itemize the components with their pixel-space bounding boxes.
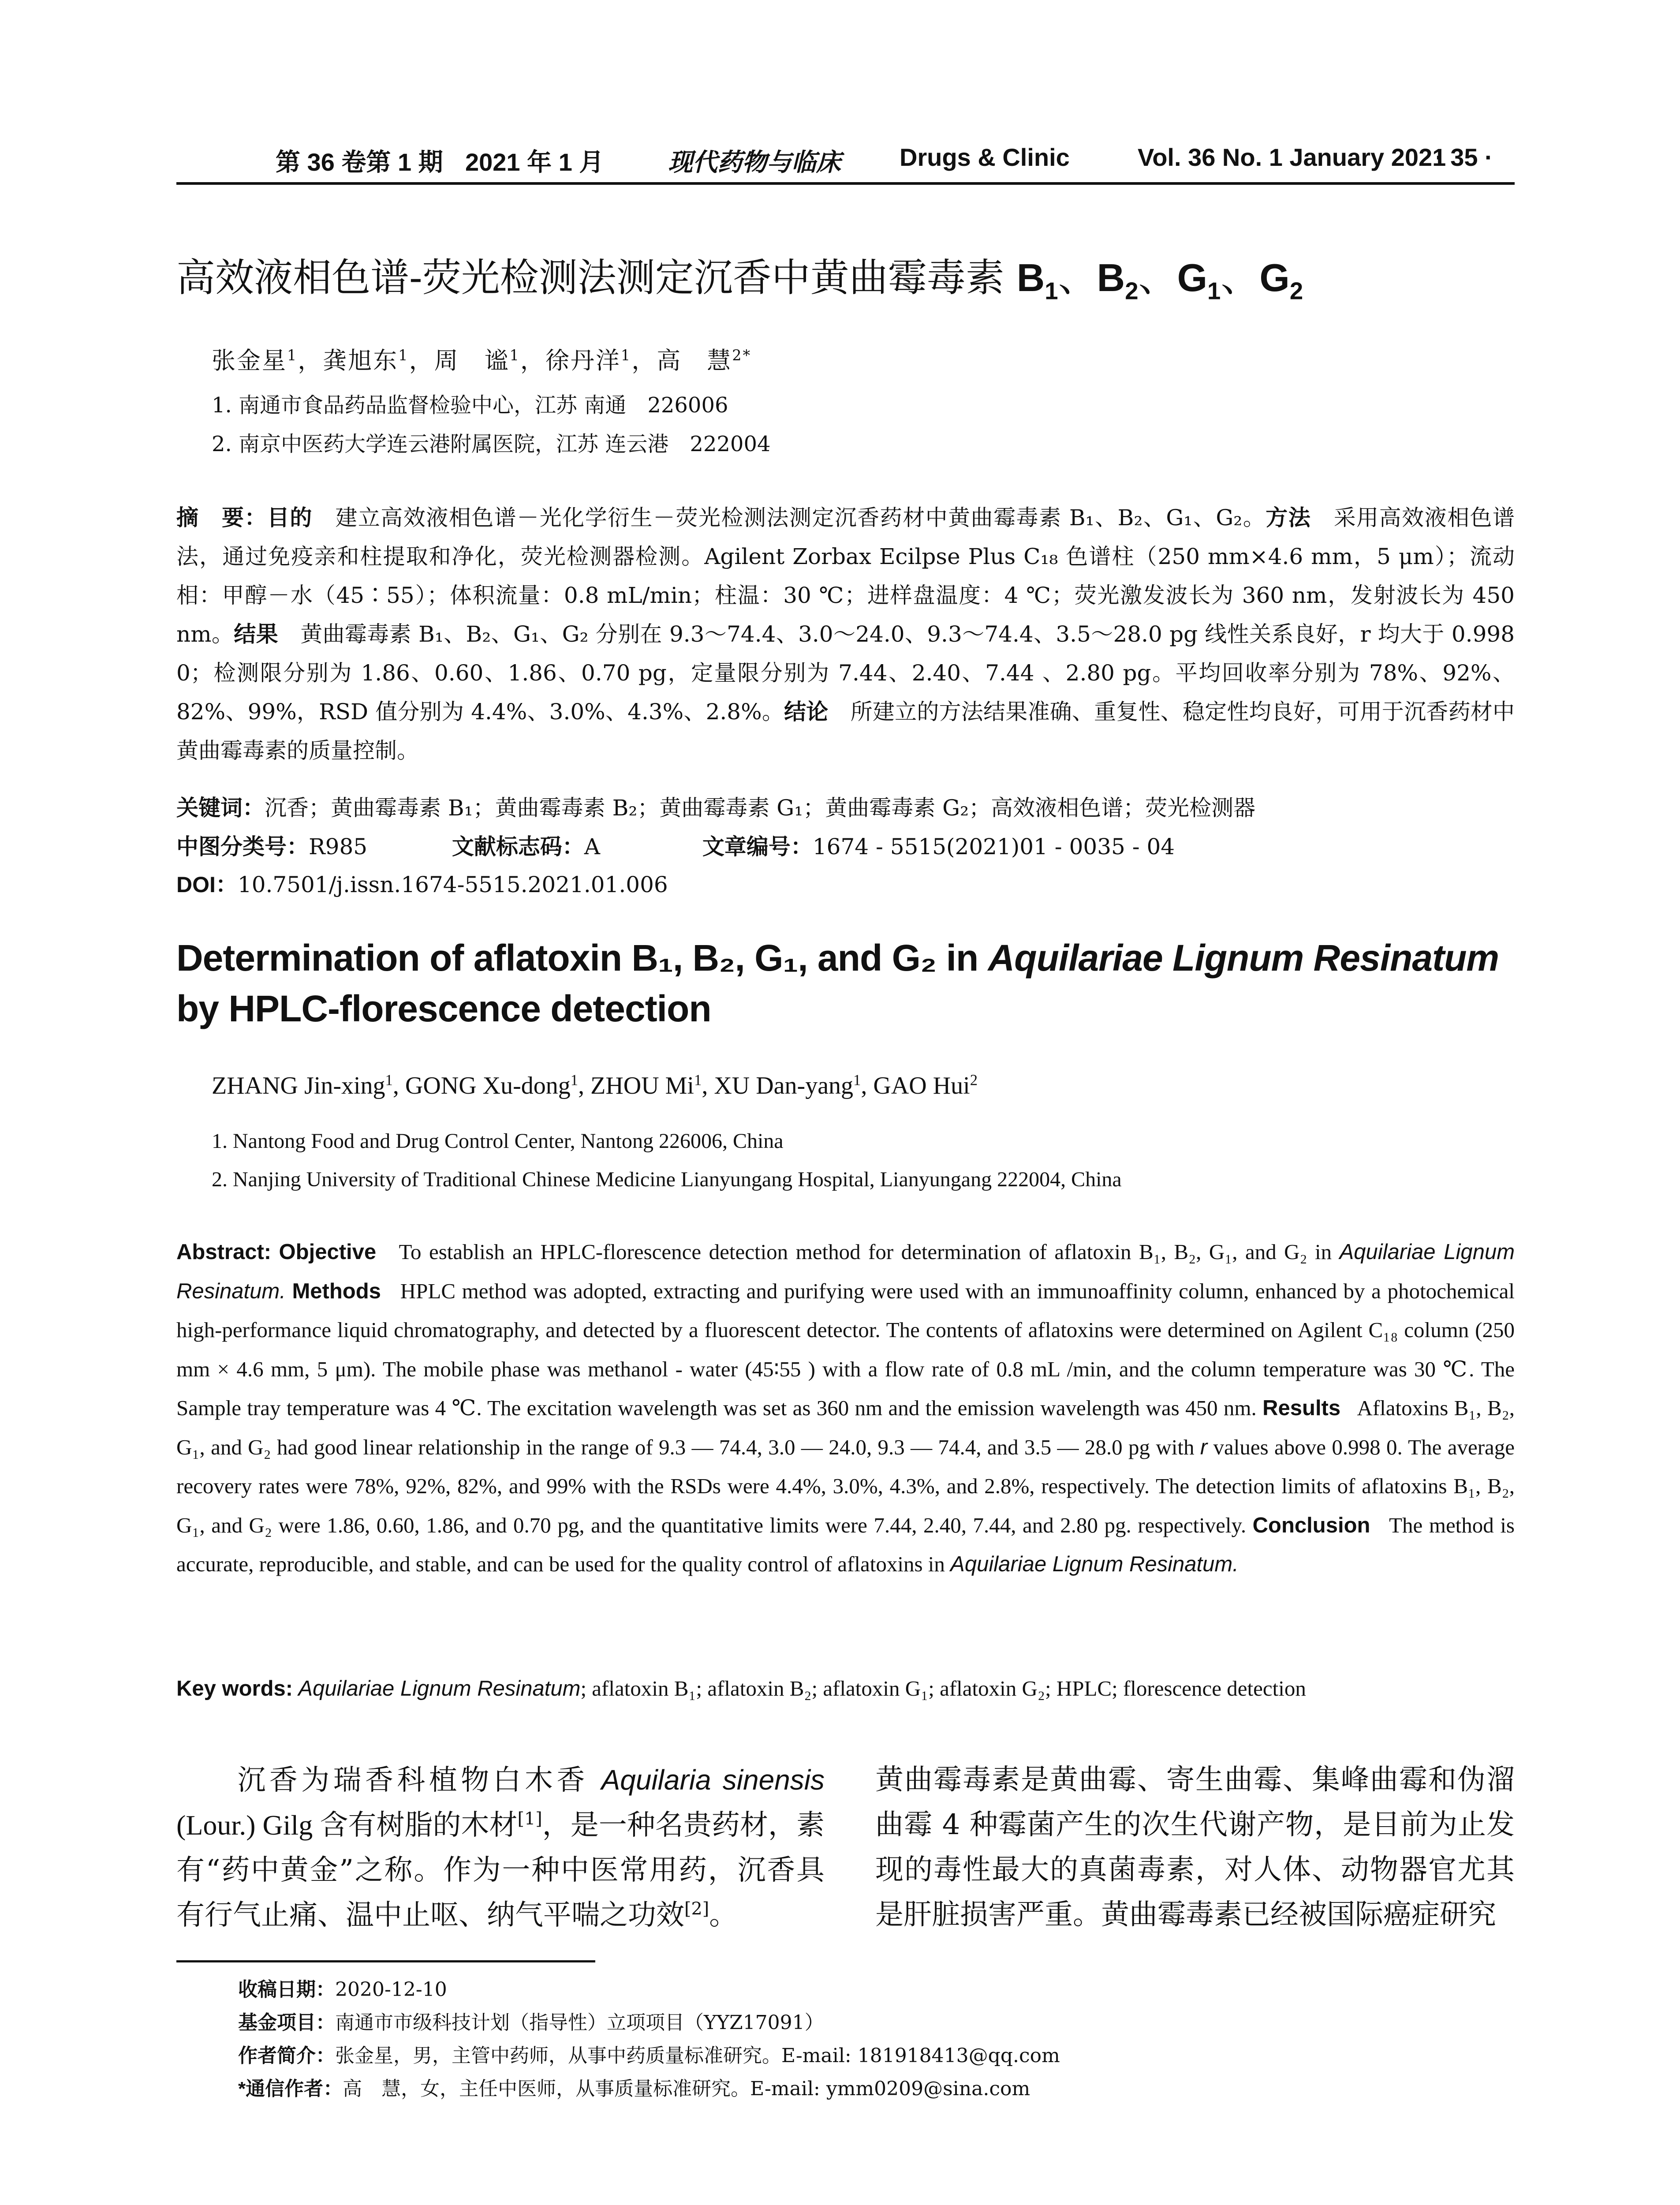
en-author: XU Dan-yang: [714, 1072, 854, 1099]
article-number-value: 1674 - 5515(2021)01 - 0035 - 04: [812, 834, 1175, 860]
en-keywords-label: Key words:: [176, 1677, 293, 1700]
en-results-text: Aflatoxins B₁, B₂, G₁, and G₂ had good linear relationship in the range of 9.3 — 74.4, 3.0 — 24.0, 9.3 — 74.4, and 3.5 — 28.0 pg with: [176, 1396, 1515, 1459]
en-results-text-2: values above 0.998 0. The average recovery rates were 78%, 92%, 82%, and 99% with the RSDs were 4.4%, 3.0%, 4.3%, and 2.8%, respectively. The detection limits of aflatoxins B₁, B₂, G₁, and G₂ were 1.86, 0.60, 1.86, and 0.70 pg, and the quantitative limits were 7.44, 2.40, 7.44, and 2.80 pg. respectively.: [176, 1435, 1515, 1537]
cn-title-text: 高效液相色谱-荧光检测法测定沉香中黄曲霉毒素: [176, 255, 1017, 300]
en-author: ZHANG Jin-xing: [212, 1072, 385, 1099]
body-column-right: 黄曲霉毒素是黄曲霉、寄生曲霉、集峰曲霉和伪溜曲霉 4 种霉菌产生的次生代谢产物，是目前为止发现的毒性最大的真菌毒素，对人体、动物器官尤其是肝脏损害严重。黄曲霉毒素已经被国际癌症研究: [875, 1764, 1515, 1931]
header-page-number: · 35 ·: [1435, 143, 1493, 171]
cn-title: 高效液相色谱-荧光检测法测定沉香中黄曲霉毒素 $B_1$、$B_2$、$G_1$、$G_2$: [176, 255, 1303, 305]
en-results-label: Results: [1262, 1396, 1341, 1420]
article-number-label: 文章编号：: [702, 834, 813, 859]
en-author: GAO Hui: [873, 1072, 970, 1099]
body-column-left: 沉香为瑞香科植物白木香 Aquilaria sinensis (Lour.) Gilg 含有树脂的木材[1]，是一种名贵药材，素有“药中黄金”之称。作为一种中医常用药，沉香具有行气止痛、温中止呕、纳气平喘之功效[2]。: [176, 1764, 825, 1932]
en-methods-label: Methods: [292, 1279, 381, 1303]
footnote-author-bio: 作者简介：张金星，男，主管中药师，从事中药质量标准研究。E-mail: 181918413@qq.com: [238, 2044, 1060, 2067]
doi-label: DOI：: [176, 872, 238, 897]
en-author: GONG Xu-dong: [405, 1072, 571, 1099]
header-journal-en: Drugs & Clinic: [900, 143, 1070, 171]
doc-code-value: A: [584, 834, 601, 860]
classification-line: [176, 829, 1175, 861]
cn-author: 徐丹洋: [545, 347, 621, 374]
cn-affiliation-1: 1. 南通市食品药品监督检验中心，江苏 南通 226006: [212, 393, 728, 418]
species-name: Aquilaria sinensis: [601, 1764, 825, 1796]
clc-label: 中图分类号：: [176, 834, 309, 859]
cn-results-label: 结果: [234, 622, 278, 647]
cn-affiliation-2: 2. 南京中医药大学连云港附属医院，江苏 连云港 222004: [212, 432, 771, 456]
cn-objective-text: 建立高效液相色谱－光化学衍生－荧光检测法测定沉香药材中黄曲霉毒素 B₁、B₂、G₁、G₂。: [335, 505, 1266, 531]
en-author: ZHOU Mi: [590, 1072, 694, 1099]
clc-value: R985: [309, 834, 368, 860]
doi-link[interactable]: 10.7501/j.issn.1674-5515.2021.01.006: [237, 872, 668, 897]
en-conclusion-text: The method is accurate, reproducible, and stable, and can be used for the quality control of aflatoxins in: [176, 1513, 1515, 1576]
en-affiliation-1: 1. Nantong Food and Drug Control Center, Nantong 226006, China: [212, 1129, 784, 1153]
en-abstract: [176, 1233, 1515, 1584]
en-objective-species: Aquilariae Lignum Resinatum.: [176, 1240, 1515, 1303]
cn-abstract: [176, 498, 1515, 770]
cn-keywords-label: 关键词：: [176, 796, 265, 820]
cn-abstract-label: 摘 要：: [176, 505, 267, 530]
doc-code-label: 文献标志码：: [452, 834, 584, 859]
running-header: [176, 140, 1515, 185]
en-title: Determination of aflatoxin B₁, B₂, G₁, and G₂ in Aquilariae Lignum Resinatum by HPLC-florescence detection: [176, 937, 1499, 1029]
cn-keywords-text: 沉香；黄曲霉毒素 B₁；黄曲霉毒素 B₂；黄曲霉毒素 G₁；黄曲霉毒素 G₂；高效液相色谱；荧光检测器: [265, 795, 1256, 821]
header-date-cn: 2021 年 1 月: [465, 148, 604, 176]
en-results-r: r: [1200, 1435, 1208, 1459]
footnote-divider: [176, 1960, 595, 1962]
cn-author: 龚旭东: [323, 347, 399, 374]
cn-author-list: 张金星$^1$，龚旭东$^1$，周 谧$^1$，徐丹洋$^1$，高 慧$^{2*}$: [212, 347, 752, 374]
en-keywords-species: Aquilariae Lignum Resinatum: [298, 1677, 581, 1700]
cn-methods-label: 方法: [1266, 505, 1311, 530]
en-conclusion-label: Conclusion: [1252, 1513, 1370, 1537]
cn-results-text: 黄曲霉毒素 B₁、B₂、G₁、G₂ 分别在 9.3～74.4、3.0～24.0、9.3～74.4、3.5～28.0 pg 线性关系良好，r 均大于 0.998 0；检测限分别为 1.86、0.60、1.86、0.70 pg，定量限分别为 7.44、2.40、7.44 、2.80 pg。平均回收率分别为 78%、92%、82%、99%，RSD 值分别为 4.4%、3.0%、4.3%、2.8%。: [176, 621, 1515, 725]
footnote-corresponding-author: *通信作者：高 慧，女，主任中医师，从事质量标准研究。E-mail: ymm0209@sina.com: [238, 2078, 1030, 2100]
footnote-received: 收稿日期：2020-12-10: [238, 1978, 447, 2001]
cn-conclusion-text: 所建立的方法结果准确、重复性、稳定性均良好，可用于沉香药材中黄曲霉毒素的质量控制。: [176, 699, 1515, 763]
citation-1[interactable]: [1]: [517, 1809, 542, 1829]
cn-author: 周 谧: [434, 347, 510, 374]
en-title-species: Aquilariae Lignum Resinatum: [988, 937, 1499, 979]
header-volume-en: Vol. 36 No. 1 January 2021: [1138, 143, 1446, 171]
en-objective-text: To establish an HPLC-florescence detection method for determination of aflatoxin B₁, B₂, G₁, and G₂ in: [399, 1240, 1332, 1264]
header-journal-cn: 现代药物与临床: [668, 149, 841, 176]
en-methods-text: HPLC method was adopted, extracting and purifying were used with an immunoaffinity column, enhanced by a photochemical high-performance liquid chromatography, and detected by a fluorescent detector. The contents of aflatoxins were determined on Agilent C₁₈ column (250 mm × 4.6 mm, 5 μm). The mobile phase was methanol - water (45∶55 ) with a flow rate of 0.8 mL /min, and the column temperature was 30 ℃. The Sample tray temperature was 4 ℃. The excitation wavelength was set as 360 nm and the emission wavelength was 450 nm.: [176, 1278, 1515, 1420]
citation-2[interactable]: [2]: [684, 1899, 709, 1919]
en-affiliation-2: 2. Nanjing University of Traditional Chinese Medicine Lianyungang Hospital, Lianyungang 222004, China: [212, 1168, 1122, 1191]
en-conclusion-species: Aquilariae Lignum Resinatum.: [950, 1552, 1239, 1576]
cn-author: 高 慧: [657, 347, 732, 374]
footnote-funding: 基金项目：南通市市级科技计划（指导性）立项项目（YYZ17091）: [238, 2011, 824, 2034]
en-author-list: ZHANG Jin-xing$^1$, GONG Xu-dong$^1$, ZHOU Mi$^1$, XU Dan-yang$^1$, GAO Hui$^2$: [212, 1071, 978, 1099]
en-objective-label: Objective: [279, 1240, 377, 1264]
cn-methods-text: 采用高效液相色谱法，通过免疫亲和柱提取和净化，荧光检测器检测。Agilent Zorbax Ecilpse Plus C₁₈ 色谱柱（250 mm×4.6 mm，5 μm）；流动相：甲醇－水（45∶55）；体积流量：0.8 mL/min；柱温：30 ℃；进样盘温度：4 ℃；荧光激发波长为 360 nm，发射波长为 450 nm。: [176, 505, 1515, 647]
en-abstract-label: Abstract:: [176, 1240, 272, 1264]
header-volume-cn: 第 36 卷第 1 期: [276, 148, 443, 176]
en-keywords-text: ; aflatoxin B₁; aflatoxin B₂; aflatoxin G₁; aflatoxin G₂; HPLC; florescence detection: [580, 1676, 1306, 1700]
cn-objective-label: 目的: [267, 505, 313, 530]
cn-conclusion-label: 结论: [784, 699, 829, 724]
doi-line: [176, 867, 668, 899]
en-keywords: [176, 1676, 1306, 1701]
cn-keywords: [176, 790, 1255, 822]
cn-author: 张金星: [212, 347, 287, 374]
